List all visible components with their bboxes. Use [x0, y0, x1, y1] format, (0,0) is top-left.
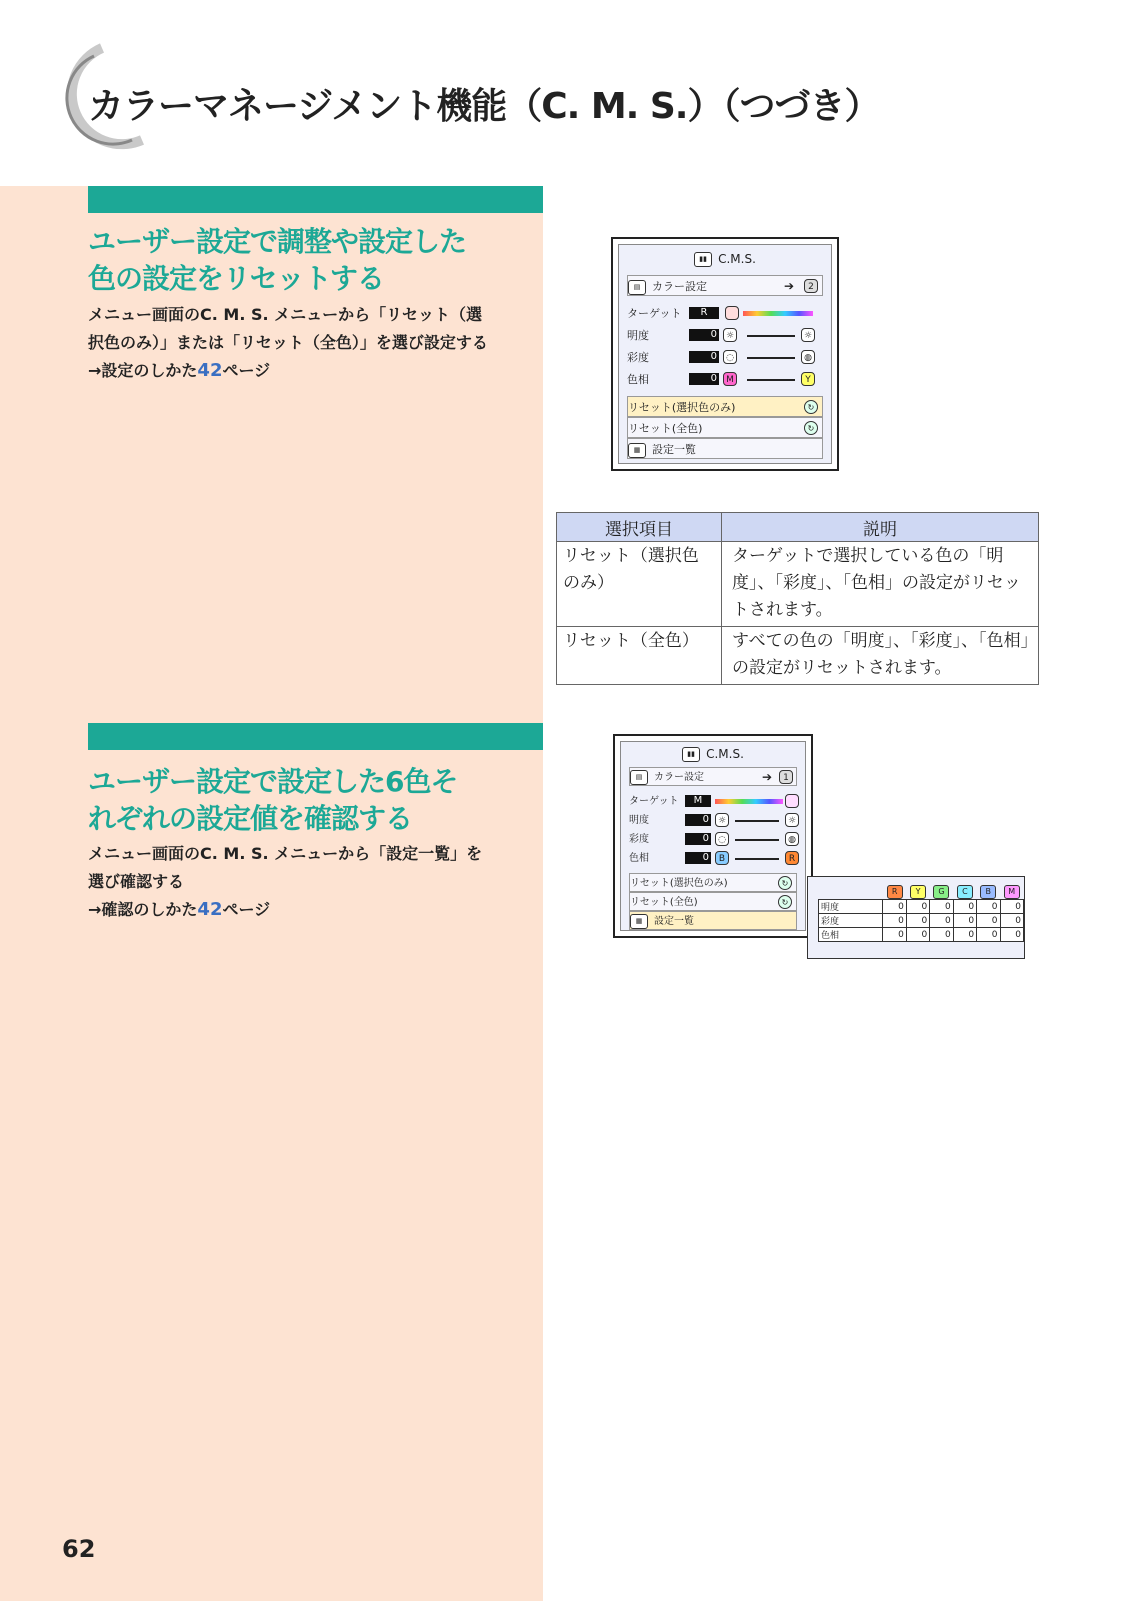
section2-ref	[88, 896, 528, 924]
color-m-icon: M	[1004, 885, 1020, 899]
osd1-settings-list-label: 設定一覧	[652, 443, 696, 456]
list-cell: 0	[930, 900, 953, 914]
section1-body	[88, 301, 528, 385]
list-cell: 0	[930, 914, 953, 928]
list-row-label: 明度	[819, 900, 883, 914]
osd1-target-row[interactable]	[627, 303, 823, 324]
osd2-arrow-value: 1	[779, 770, 793, 784]
settings-list-panel	[807, 876, 1025, 959]
osd1-reset-selected-label: リセット(選択色のみ)	[628, 401, 736, 414]
table-row	[557, 542, 1039, 627]
color-c-icon: C	[957, 885, 973, 899]
osd2-target-value: M	[685, 795, 711, 807]
target-rainbow-bar	[743, 311, 813, 316]
page-title: カラーマネージメント機能（C. M. S.）（つづき）	[88, 86, 880, 127]
arrow-right-icon: ➔	[783, 279, 794, 293]
section1-title-line2: 色の設定をリセットする	[88, 262, 384, 295]
list-cell: 0	[977, 900, 1000, 914]
description-table	[556, 512, 1039, 685]
reset-icon: ↻	[804, 400, 818, 414]
saturation-low-icon: ◌	[715, 832, 729, 846]
section2-body-line2: 選び確認する	[88, 872, 185, 891]
brightness-low-icon: ☼	[715, 813, 729, 827]
reset-icon: ↻	[804, 421, 818, 435]
osd2-hue-value: 0	[685, 852, 711, 864]
brightness-slider[interactable]	[735, 820, 779, 822]
osd1-target-value: R	[689, 307, 719, 319]
osd-menu-2	[613, 734, 813, 938]
osd2-brightness-row[interactable]	[629, 811, 797, 830]
osd2-saturation-row[interactable]	[629, 830, 797, 849]
osd2-hue-row[interactable]	[629, 849, 797, 868]
list-cell: 0	[906, 900, 929, 914]
osd2-reset-selected[interactable]	[629, 873, 797, 892]
saturation-low-icon: ◌	[723, 350, 737, 364]
settings-list-icon: ▦	[628, 443, 646, 458]
hue-slider[interactable]	[747, 379, 795, 381]
osd2-settings-list[interactable]	[629, 911, 797, 930]
color-header-y	[906, 885, 929, 900]
hue-left-icon: M	[723, 372, 737, 386]
osd2-settings-list-label: 設定一覧	[654, 916, 694, 927]
color-setting-icon: ▤	[628, 280, 646, 295]
table-row	[819, 900, 1024, 914]
osd2-saturation-value: 0	[685, 833, 711, 845]
color-b-icon: B	[980, 885, 996, 899]
list-row-label: 彩度	[819, 914, 883, 928]
table-row	[557, 627, 1039, 685]
settings-list-table	[818, 885, 1024, 942]
page-number: 62	[62, 1535, 96, 1563]
cms-icon: ▮▮	[682, 747, 700, 762]
table-row	[819, 914, 1024, 928]
osd1-arrow-value: 2	[804, 279, 818, 293]
desc-header-item: 選択項目	[557, 513, 722, 542]
settings-list-corner	[819, 885, 883, 900]
list-cell: 0	[977, 928, 1000, 942]
settings-list-icon: ▦	[630, 914, 648, 929]
saturation-slider[interactable]	[735, 839, 779, 841]
osd1-color-setting-label: カラー設定	[652, 280, 707, 293]
osd1-settings-list[interactable]	[627, 438, 823, 459]
section1-ref-prefix: →設定のしかた	[88, 361, 198, 380]
list-cell: 0	[883, 928, 906, 942]
section2-body	[88, 840, 528, 924]
section2-bar	[88, 723, 543, 750]
section2-title-line1: ユーザー設定で設定した6色そ	[88, 765, 458, 798]
osd2-saturation-label: 彩度	[629, 834, 649, 845]
osd2-color-setting[interactable]	[629, 767, 797, 786]
hue-right-icon: Y	[801, 372, 815, 386]
list-cell: 0	[953, 928, 976, 942]
osd2-reset-all[interactable]	[629, 892, 797, 911]
osd1-saturation-row[interactable]	[627, 347, 823, 368]
osd1-target-label: ターゲット	[627, 307, 682, 320]
list-cell: 0	[930, 928, 953, 942]
color-y-icon: Y	[910, 885, 926, 899]
osd-menu-1	[611, 237, 839, 471]
osd2-brightness-label: 明度	[629, 815, 649, 826]
section2-title	[88, 763, 528, 837]
list-cell: 0	[977, 914, 1000, 928]
section1-bar	[88, 186, 543, 213]
brightness-high-icon: ☼	[785, 813, 799, 827]
osd1-hue-label: 色相	[627, 373, 649, 386]
list-cell: 0	[953, 900, 976, 914]
desc-row2-desc: すべての色の「明度」、「彩度」、「色相」の設定がリセットされます。	[722, 627, 1039, 685]
color-header-b	[977, 885, 1000, 900]
list-cell: 0	[883, 914, 906, 928]
section1-ref-suffix: ページ	[222, 361, 271, 380]
desc-row2-item: リセット（全色）	[557, 627, 722, 685]
osd2-target-label: ターゲット	[629, 796, 679, 807]
section1-ref-page[interactable]: 42	[197, 360, 223, 381]
osd1-reset-all[interactable]	[627, 417, 823, 438]
section1-title	[88, 223, 528, 297]
saturation-high-icon: ◍	[785, 832, 799, 846]
osd1-reset-selected[interactable]	[627, 396, 823, 417]
reset-icon: ↻	[778, 895, 792, 909]
table-row	[819, 928, 1024, 942]
osd2-hue-label: 色相	[629, 853, 649, 864]
desc-header-desc: 説明	[722, 513, 1039, 542]
osd2-header	[621, 742, 805, 766]
brightness-low-icon: ☼	[723, 328, 737, 342]
osd1-brightness-row[interactable]	[627, 325, 823, 346]
osd1-header	[619, 245, 831, 273]
desc-row1-desc: ターゲットで選択している色の「明度」、「彩度」、「色相」の設定がリセットされます。	[722, 542, 1039, 627]
osd2-reset-selected-label: リセット(選択色のみ)	[630, 878, 728, 889]
brightness-slider[interactable]	[747, 335, 795, 337]
saturation-high-icon: ◍	[801, 350, 815, 364]
osd2-header-text: C.M.S.	[706, 747, 744, 761]
section2-body-line1: メニュー画面のC. M. S. メニューから「設定一覧」を	[88, 844, 483, 863]
color-header-r	[883, 885, 906, 900]
section2-ref-page[interactable]: 42	[197, 899, 223, 920]
section2-ref-suffix: ページ	[222, 900, 271, 919]
section1-title-line1: ユーザー設定で調整や設定した	[88, 225, 467, 258]
list-cell: 0	[906, 928, 929, 942]
color-header-g	[930, 885, 953, 900]
osd1-reset-all-label: リセット(全色)	[628, 422, 703, 435]
color-g-icon: G	[933, 885, 949, 899]
osd1-color-setting[interactable]	[627, 275, 823, 296]
osd2-brightness-value: 0	[685, 814, 711, 826]
osd1-hue-value: 0	[689, 373, 719, 385]
hue-right-icon: R	[785, 851, 799, 865]
target-rainbow-bar	[715, 799, 783, 804]
hue-slider[interactable]	[735, 858, 779, 860]
section1-ref	[88, 357, 528, 385]
target-color-icon	[725, 306, 739, 320]
arrow-right-icon: ➔	[761, 770, 772, 784]
osd2-target-row[interactable]	[629, 792, 797, 811]
color-header-c	[953, 885, 976, 900]
osd1-brightness-value: 0	[689, 329, 719, 341]
list-cell: 0	[883, 900, 906, 914]
brightness-high-icon: ☼	[801, 328, 815, 342]
list-cell: 0	[1000, 914, 1024, 928]
hue-left-icon: B	[715, 851, 729, 865]
target-color-icon	[785, 794, 799, 808]
color-r-icon: R	[887, 885, 903, 899]
section1-body-line1: メニュー画面のC. M. S. メニューから「リセット（選	[88, 305, 482, 324]
list-row-label: 色相	[819, 928, 883, 942]
osd1-brightness-label: 明度	[627, 329, 649, 342]
section2-title-line2: れぞれの設定値を確認する	[88, 802, 413, 835]
list-cell: 0	[1000, 900, 1024, 914]
reset-icon: ↻	[778, 876, 792, 890]
list-cell: 0	[1000, 928, 1024, 942]
osd2-reset-all-label: リセット(全色)	[630, 897, 698, 908]
osd2-color-setting-label: カラー設定	[654, 772, 704, 783]
color-setting-icon: ▤	[630, 770, 648, 785]
section1-body-line2: 択色のみ）」または「リセット（全色）」を選び設定する	[88, 333, 488, 352]
osd1-saturation-label: 彩度	[627, 351, 649, 364]
section2-ref-prefix: →確認のしかた	[88, 900, 198, 919]
osd1-header-text: C.M.S.	[718, 252, 756, 266]
desc-row1-item: リセット（選択色のみ）	[557, 542, 722, 627]
osd1-hue-row[interactable]	[627, 369, 823, 390]
list-cell: 0	[906, 914, 929, 928]
cms-icon: ▮▮	[694, 252, 712, 267]
osd1-saturation-value: 0	[689, 351, 719, 363]
list-cell: 0	[953, 914, 976, 928]
color-header-m	[1000, 885, 1024, 900]
saturation-slider[interactable]	[747, 357, 795, 359]
